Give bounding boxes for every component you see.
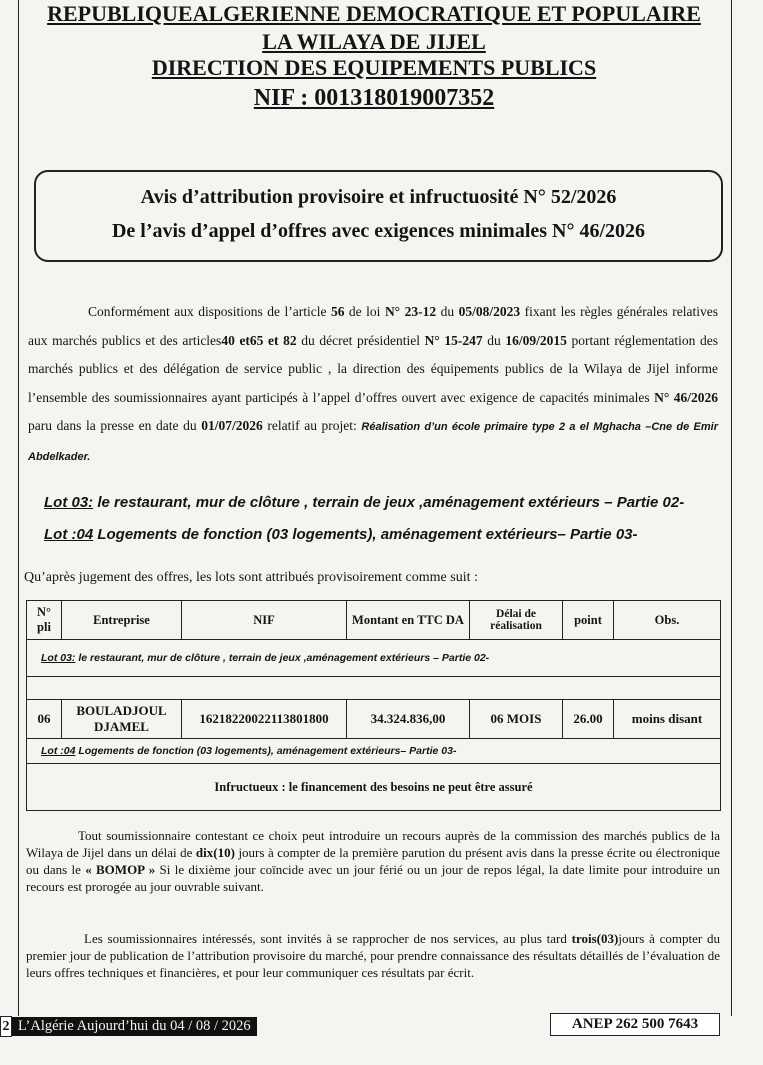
col-pli: N° pli (27, 601, 62, 640)
table-spacer-row (27, 677, 721, 700)
col-entreprise: Entreprise (62, 601, 182, 640)
cell-pli: 06 (27, 700, 62, 739)
attribution-table (26, 600, 721, 811)
cell-entreprise: BOULADJOUL DJAMEL (62, 700, 182, 739)
table-lot-04-row: Lot :04 Logements de fonction (03 logements), aménagement extérieurs– Partie 03- (27, 739, 721, 764)
cell-montant: 34.324.836,00 (347, 700, 470, 739)
lot-04-heading: Lot :04 Logements de fonction (03 logements), aménagement extérieurs– Partie 03- (44, 526, 638, 543)
publication-label: L’Algérie Aujourd’hui du 04 / 08 / 2026 (12, 1017, 257, 1036)
anep-reference: ANEP 262 500 7643 (550, 1013, 720, 1036)
table-infructueux-row (27, 764, 721, 811)
col-delai: Délai de réalisation (470, 601, 563, 640)
notice-subtitle: De l’avis d’appel d’offres avec exigences minimales N° 46/2026 (111, 220, 646, 242)
recours-paragraph: Tout soumissionnaire contestant ce choix peut introduire un recours auprès de la commission des marchés publics de la Wilaya de Jijel dans un délai de dix(10) jours à compter de la première parution du présent avis dans la presse écrite ou électronique ou dans le « BOMOP » Si le dixième jour coïncide avec un jour férié ou un jour de repos légal, la date limite pour introduire un recours est prorogée au jour ouvrable suivant. (26, 828, 720, 894)
header-nif: NIF : 001318019007352 (253, 85, 495, 111)
invite-paragraph: Les soumissionnaires intéressés, sont invités à se rapprocher de nos services, au plus tard trois(03)jours à compter du premier jour de publication de l’attribution provisoire du marché, pour prendre connaissance des résultats détaillés de l’évaluation de leurs offres techniques et financières, et pour leur communiquer ces résultats par écrit. (26, 931, 720, 980)
table-lot-03-row: Lot 03: le restaurant, mur de clôture , terrain de jeux ,aménagement extérieurs – Partie 02- (27, 640, 721, 677)
infructueux-text: Infructueux : le financement des besoins ne peut être assuré (27, 764, 721, 811)
attribution-intro: Qu’après jugement des offres, les lots sont attribués provisoirement comme suit : (24, 570, 478, 585)
col-montant: Montant en TTC DA (347, 601, 470, 640)
notice-title-box (34, 170, 723, 262)
header-republic: REPUBLIQUEALGERIENNE DEMOCRATIQUE ET POPULAIRE (47, 1, 701, 26)
table-row (27, 700, 721, 739)
cell-delai: 06 MOIS (470, 700, 563, 739)
cell-point: 26.00 (563, 700, 614, 739)
project-name: Réalisation d’un école primaire type 2 a el Mghacha –Cne de Emir Abdelkader. (28, 421, 718, 463)
header-wilaya: LA WILAYA DE JIJEL (262, 29, 486, 54)
cell-obs: moins disant (614, 700, 721, 739)
header-direction: DIRECTION DES EQUIPEMENTS PUBLICS (151, 55, 597, 80)
lot-03-heading: Lot 03: le restaurant, mur de clôture , terrain de jeux ,aménagement extérieurs – Partie 02- (44, 494, 685, 511)
cell-nif: 16218220022113801800 (182, 700, 347, 739)
notice-title: Avis d’attribution provisoire et infructuosité N° 52/2026 (140, 186, 617, 208)
publication-footer (0, 1016, 257, 1035)
table-header-row (27, 601, 721, 640)
col-point: point (563, 601, 614, 640)
page-number: 2 (0, 1016, 12, 1037)
legal-paragraph: Conformément aux dispositions de l’article 56 de loi N° 23-12 du 05/08/2023 fixant les règles générales relatives aux marchés publics et des articles40 et65 et 82 du décret présidentiel N° 15-247 du 16/09/2015 portant réglementation des marchés publics et des délégation de service public , la direction des équipements publics de la Wilaya de Jijel informe l’ensemble des soumissionnaires ayant participés à l’appel d’offres ouvert avec exigence de capacités minimales N° 46/2026 paru dans la presse en date du 01/07/2026 relatif au projet: Réalisation d’un école primaire type 2 a el Mghacha –Cne de Emir Abdelkader. (28, 304, 718, 463)
col-nif: NIF (182, 601, 347, 640)
col-obs: Obs. (614, 601, 721, 640)
